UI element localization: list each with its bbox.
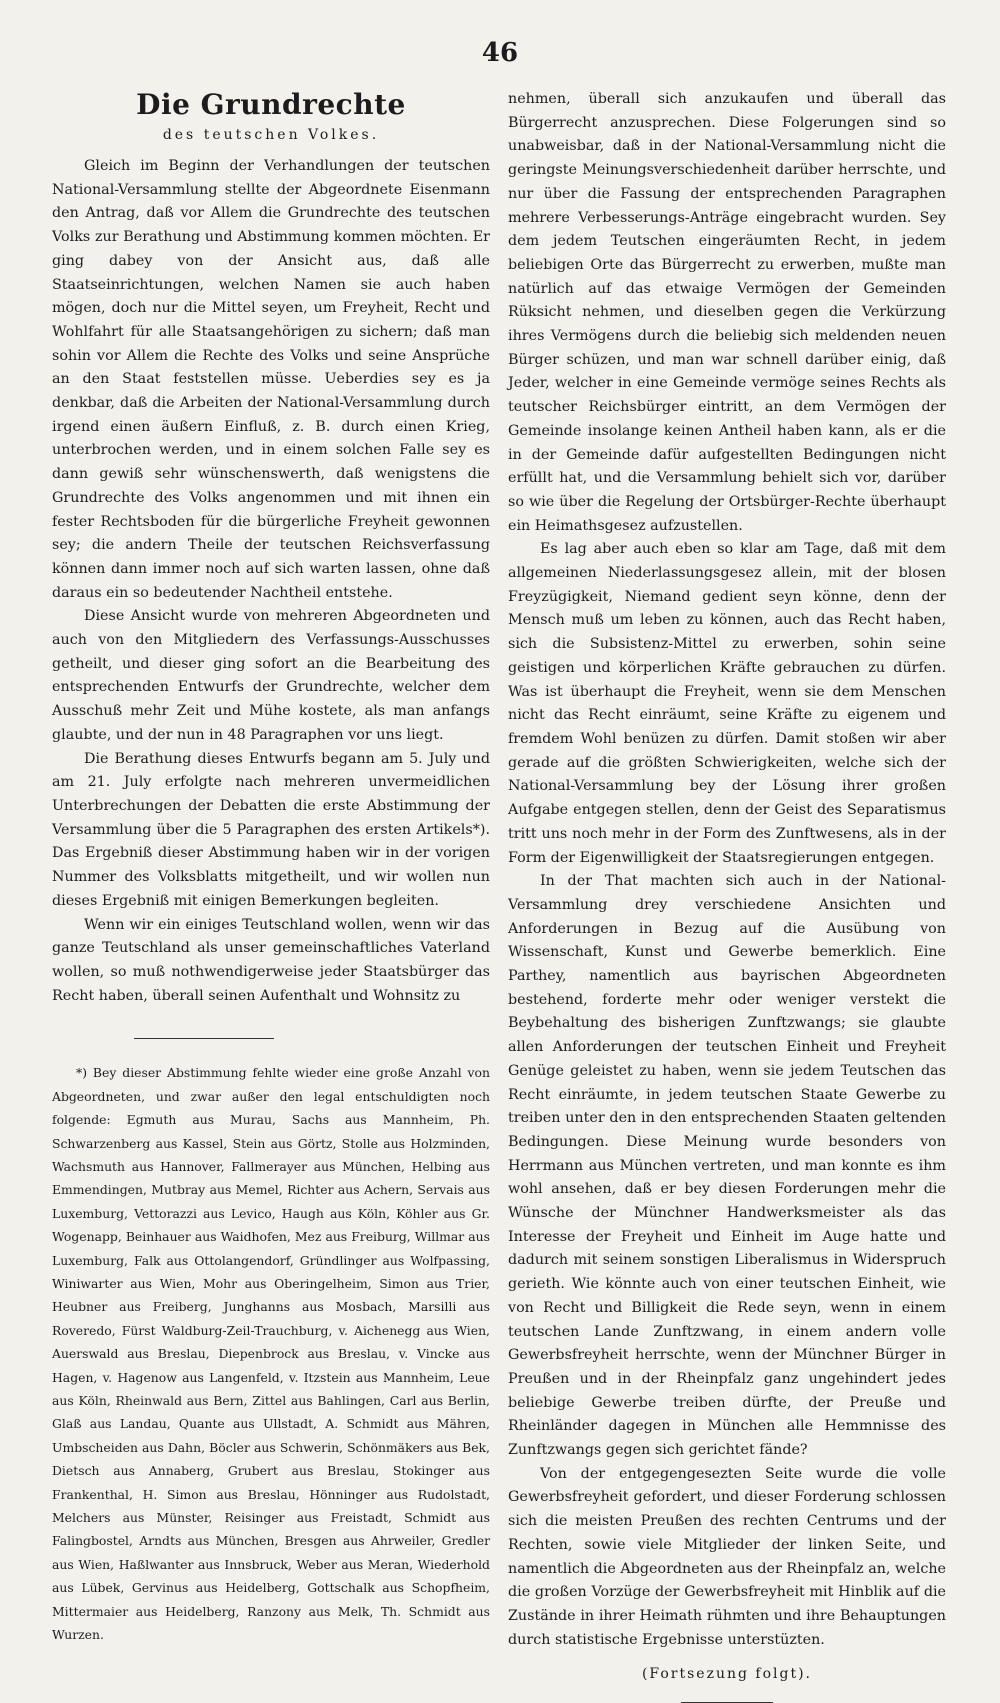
- footnote-divider: [134, 1038, 274, 1039]
- continued-note: (Fortsezung folgt).: [641, 1666, 813, 1683]
- article-subtitle: des teutschen Volkes.: [162, 127, 380, 143]
- page-number: 46: [481, 38, 519, 68]
- article-title: Die Grundrechte: [136, 88, 406, 121]
- paragraph: Wenn wir ein einiges Teutschland wollen, wenn wir das ganze Teutschland als unser gemeinschaftliches Vaterland wollen, so muß nothwendigerweise jeder Staatsbürger das Recht haben, überall seinen Aufenthalt und Wohnsitz zu: [52, 916, 490, 1004]
- left-column: [52, 88, 490, 1646]
- paragraph: Die Berathung dieses Entwurfs begann am 5. July und am 21. July erfolgte nach mehreren unvermeidlichen Unterbrechungen der Debatten die erste Abstimmung der Versammlung über die 5 Paragraphen des ersten Artikels*). Das Ergebniß dieser Abstimmung haben wir in der vorigen Nummer des Volksblatts mitgetheilt, und wir wollen nun dieses Ergebniß mit einigen Bemerkungen begleiten.: [52, 750, 490, 909]
- paragraph: Gleich im Beginn der Verhandlungen der teutschen National-Versammlung stellte der Abgeordnete Eisenmann den Antrag, daß vor Allem die Grundrechte des teutschen Volks zur Berathung und Abstimmung kommen möchten. Er ging dabey von der Ansicht aus, daß alle Staatseinrichtungen, welchen Namen sie auch haben mögen, doch nur die Mittel seyen, um Freyheit, Recht und Wohlfahrt für alle Staatsangehörigen zu sichern; daß man sohin vor Allem die Rechte des Volks und seine Ansprüche an den Staat feststellen müsse. Ueberdies sey es ja denkbar, daß die Arbeiten der National-Versammlung durch irgend einen äußern Einfluß, z. B. durch einen Krieg, unterbrochen werden, und in einem solchen Falle sey es dann gewiß sehr wünschenswerth, daß wenigstens die Grundrechte des Volks angenommen und mit ihnen ein fester Rechtsboden für die bürgerliche Freyheit gewonnen sey; die andern Theile der teutschen Reichsverfassung können dann immer noch auf sich warten lassen, ohne daß daraus ein so bedeutender Nachtheil entstehe.: [52, 158, 490, 601]
- paragraph: In der That machten sich auch in der National-Versammlung drey verschiedene Ansichten und Anforderungen in Bezug auf die Ausübung von Wissenschaft, Kunst und Gewerbe bemerklich. Eine Parthey, namentlich aus bayrischen Abgeordneten bestehend, forderte mehr oder weniger verstekt die Beybehaltung des bisherigen Zunftzwangs; sie glaubte allen Anforderungen der teutschen Einheit und Freyheit Genüge geleistet zu haben, wenn sie jedem Teutschen das Recht einräumte, in jedem teutschen Staate Gewerbe zu treiben unter den in den entsprechenden Staaten geltenden Bedingungen. Diese Meinung wurde besonders von Herrmann aus München vertreten, und man konnte es ihm wohl ansehen, daß er bey diesen Forderungen mehr die Wünsche der Münchner Handwerksmeister als das Interesse der Freyheit und Einheit im Auge hatte und dadurch mit seinem sonstigen Liberalismus in Widerspruch gerieth. Wie könnte auch von einer teutschen Einheit, wie von Recht und Billigkeit die Rede seyn, wenn in einem teutschen Lande Zunftzwang, in einem andern volle Gewerbsfreyheit herrschte, wenn der Münchner Bürger in Preußen und in der Rheinpfalz ganz ungehindert jedes beliebige Gewerbe treiben dürfte, der Preuße und Rheinländer dagegen in München alle Hemmnisse des Zunftzwangs gegen sich gerichtet fände?: [508, 873, 946, 1459]
- paragraph: Es lag aber auch eben so klar am Tage, daß mit dem allgemeinen Niederlassungsgesez allein, mit der blosen Freyzügigkeit, Niemand gedient seyn könne, denn der Mensch muß um leben zu können, auch das Recht haben, sich die Subsistenz-Mittel zu erwerben, sohin seine geistigen und körperlichen Kräfte gebrauchen zu dürfen. Was ist überhaupt die Freyheit, wenn sie dem Menschen nicht das Recht einräumt, seine Kräfte zu eigenem und fremdem Wohl benüzen zu dürfen. Damit stoßen wir aber gerade auf die größten Schwierigkeiten, welche sich der National-Versammlung bey der Lösung ihrer großen Aufgabe entgegen stellen, denn der Geist des Separatismus tritt uns noch mehr in der Form des Zunftwesens, als in der Form der Eigenwilligkeit der Staatsregierungen entgegen.: [508, 541, 946, 866]
- footnote: *) Bey dieser Abstimmung fehlte wieder eine große Anzahl von Abgeordneten, und zwar außer den legal entschuldigten noch folgende: Egmuth aus Murau, Sachs aus Mannheim, Ph. Schwarzenberg aus Kassel, Stein aus Görtz, Stolle aus Holzminden, Wachsmuth aus Hannover, Fallmerayer aus München, Helbing aus Emmendingen, Mutbray aus Memel, Richter aus Achern, Servais aus Luxemburg, Vettorazzi aus Levico, Haugh aus Köln, Köhler aus Gr. Wogenapp, Beinhauer aus Waidhofen, Mez aus Freiburg, Willmar aus Luxemburg, Falk aus Ottolangendorf, Gründlinger aus Wolfpassing, Winiwarter aus Wien, Mohr aus Oberingelheim, Simon aus Trier, Heubner aus Freiberg, Junghanns aus Mosbach, Marsilli aus Roveredo, Fürst Waldburg-Zeil-Trauchburg, v. Aichenegg aus Wien, Auerswald aus Breslau, Diepenbrock aus Breslau, v. Vincke aus Hagen, v. Hagenow aus Langenfeld, v. Itzstein aus Mannheim, Leue aus Köln, Rheinwald aus Bern, Zittel aus Bahlingen, Carl aus Berlin, Glaß aus Landau, Quante aus Ullstadt, A. Schmidt aus Mähren, Umbscheiden aus Dahn, Böcler aus Schwerin, Schönmäkers aus Bek, Dietsch aus Annaberg, Grubert aus Breslau, Stokinger aus Frankenthal, H. Simon aus Breslau, Hönninger aus Rudolstadt, Melchers aus Münster, Reisinger aus Freistadt, Schmidt aus Falingbostel, Arndts aus München, Bresgen aus Ahrweiler, Gredler aus Wien, Haßlwanter aus Innsbruck, Weber aus Meran, Wiederhold aus Lübek, Gervinus aus Heidelberg, Gottschalk aus Schopfheim, Mittermaier aus Heidelberg, Ranzony aus Melk, Th. Schmidt aus Wurzen.: [52, 1065, 490, 1643]
- right-column: [508, 88, 946, 1703]
- paragraph: Von der entgegengesezten Seite wurde die volle Gewerbsfreyheit gefordert, und dieser Forderung schlossen sich die meisten Preußen des rechten Centrums und der Rechten, sowie viele Mitglieder der linken Seite, und namentlich die Abgeordneten aus der Rheinpfalz an, welche die großen Vorzüge der Gewerbsfreyheit mit Hinblik auf die Zustände in ihrer Heimath rühmten und ihre Behauptungen durch statistische Ergebnisse unterstüzten.: [508, 1465, 946, 1648]
- paragraph: Diese Ansicht wurde von mehreren Abgeordneten und auch von den Mitgliedern des Verfassungs-Ausschusses getheilt, und dieser ging sofort an die Bearbeitung des entsprechenden Entwurfs der Grundrechte, welcher dem Ausschuß mehr Zeit und Mühe kostete, als man anfangs glaubte, und der nun in 48 Paragraphen vor uns liegt.: [52, 608, 490, 743]
- paragraph: nehmen, überall sich anzukaufen und überall das Bürgerrecht anzusprechen. Diese Folgerungen sind so unabweisbar, daß in der National-Versammlung nicht die geringste Meinungsverschiedenheit darüber herrschte, und nur über die Fassung der entsprechenden Paragraphen mehrere Verbesserungs-Anträge eingebracht wurden. Sey dem jedem Teutschen eingeräumten Recht, in jedem beliebigen Orte das Bürgerrecht zu erwerben, mußte man natürlich auf das etwaige Vermögen der Gemeinden Rüksicht nehmen, und dieselben gegen die Verkürzung ihres Vermögens durch die beliebig sich meldenden neuen Bürger schüzen, und man war schnell darüber einig, daß Jeder, welcher in eine Gemeinde vermöge seines Rechts als teutscher Reichsbürger eintritt, an dem Vermögen der Gemeinde insolange keinen Antheil haben kann, als er die in der Gemeinde dafür aufgestellten Bedingungen nicht erfüllt hat, und die Versammlung behielt sich vor, darüber so wie über die Regelung der Ortsbürger-Rechte überhaupt ein Heimathsgesez aufzustellen.: [508, 91, 946, 534]
